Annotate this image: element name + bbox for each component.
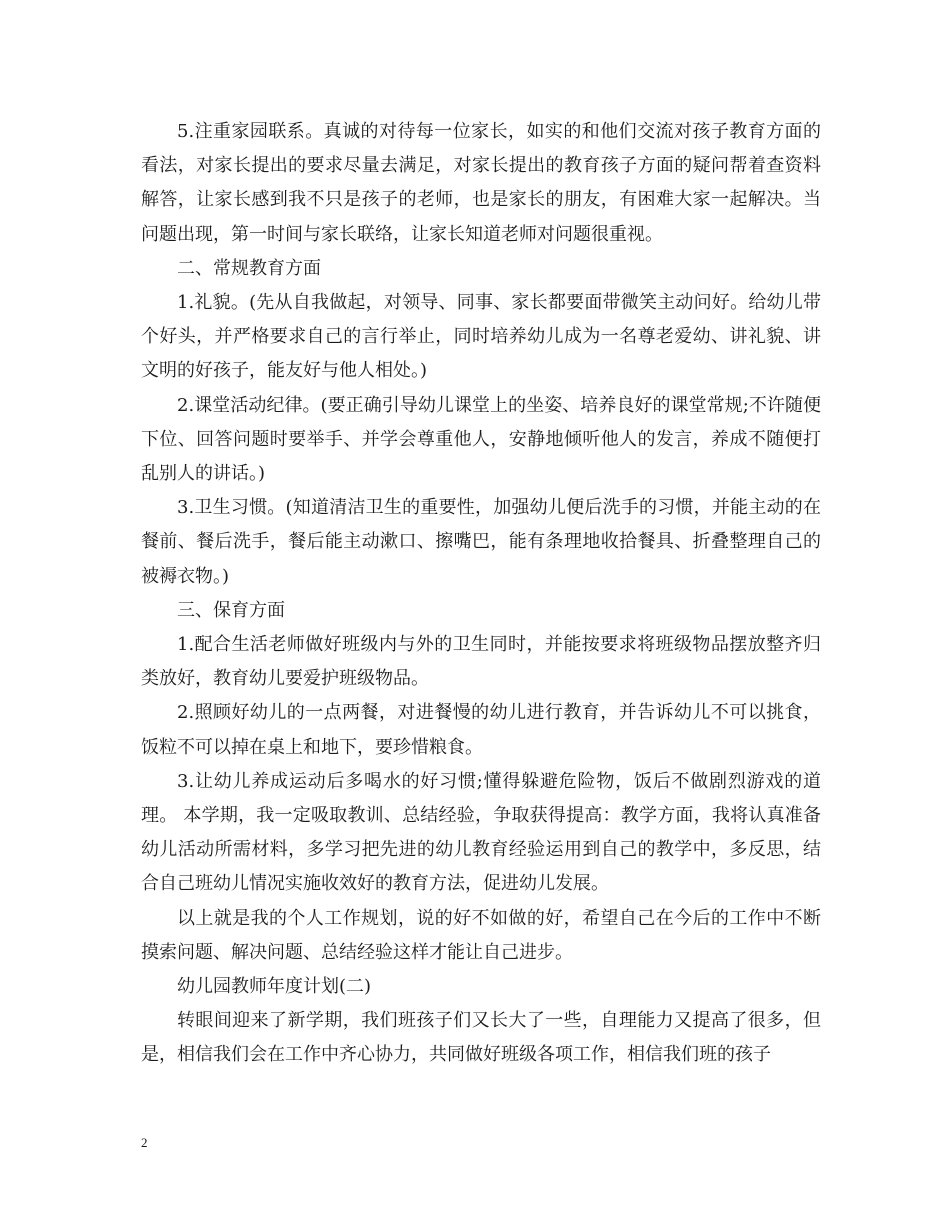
paragraph-new-semester: 转眼间迎来了新学期，我们班孩子们又长大了一些，自理能力又提高了很多，但是，相信我们会在工作中齐心协力，共同做好班级各项工作，相信我们班的孩子 xyxy=(141,1010,821,1066)
paragraph-hygiene-habits: 3.卫生习惯。(知道清洁卫生的重要性，加强幼儿便后洗手的习惯，并能主动的在餐前、餐后洗手，餐后能主动漱口、擦嘴巴，能有条理地收拾餐具、折叠整理自己的被褥衣物。) xyxy=(141,497,821,587)
heading-childcare: 三、保育方面 xyxy=(177,599,285,621)
paragraph-manners: 1.礼貌。(先从自我做起，对领导、同事、家长都要面带微笑主动问好。给幼儿带个好头，并严格要求自己的言行举止，同时培养幼儿成为一名尊老爱幼、讲礼貌、讲文明的好孩子，能友好与他人相处。) xyxy=(141,292,821,382)
paragraph-home-school-contact: 5.注重家园联系。真诚的对待每一位家长，如实的和他们交流对孩子教育方面的看法，对家长提出的要求尽量去满足，对家长提出的教育孩子方面的疑问帮着查资料解答，让家长感到我不只是孩子的老师，也是家长的朋友，有困难大家一起解决。当问题出现，第一时间与家长联络，让家长知道老师对问题很重视。 xyxy=(141,121,821,245)
paragraph-drink-water-and-reflection: 3.让幼儿养成运动后多喝水的好习惯;懂得躲避危险物，饭后不做剧烈游戏的道理。 本学期，我一定吸取教训、总结经验，争取获得提高：教学方面，我将认真准备幼儿活动所需材料，多学习把先进的幼儿教育经验运用到自己的教学中，多反思，结合自己班幼儿情况实施收效好的教育方法，促进幼儿发展。 xyxy=(141,770,821,895)
paragraph-meals: 2.照顾好幼儿的一点两餐，对进餐慢的幼儿进行教育，并告诉幼儿不可以挑食，饭粒不可以掉在桌上和地下，要珍惜粮食。 xyxy=(141,702,821,758)
paragraph-cooperate-hygiene: 1.配合生活老师做好班级内与外的卫生同时，并能按要求将班级物品摆放整齐归类放好，教育幼儿要爱护班级物品。 xyxy=(141,634,821,690)
paragraph-classroom-discipline: 2.课堂活动纪律。(要正确引导幼儿课堂上的坐姿、培养良好的课堂常规;不许随便下位、回答问题时要举手、并学会尊重他人，安静地倾听他人的发言，养成不随便打乱别人的讲话。) xyxy=(141,394,821,485)
heading-routine-education: 二、常规教育方面 xyxy=(177,257,321,279)
page-number: 2 xyxy=(141,1135,148,1150)
heading-annual-plan-two: 幼儿园教师年度计划(二) xyxy=(177,976,372,998)
document-body xyxy=(141,115,821,1073)
paragraph-conclusion: 以上就是我的个人工作规划，说的好不如做的好，希望自己在今后的工作中不断摸索问题、解决问题、总结经验这样才能让自己进步。 xyxy=(141,907,821,963)
